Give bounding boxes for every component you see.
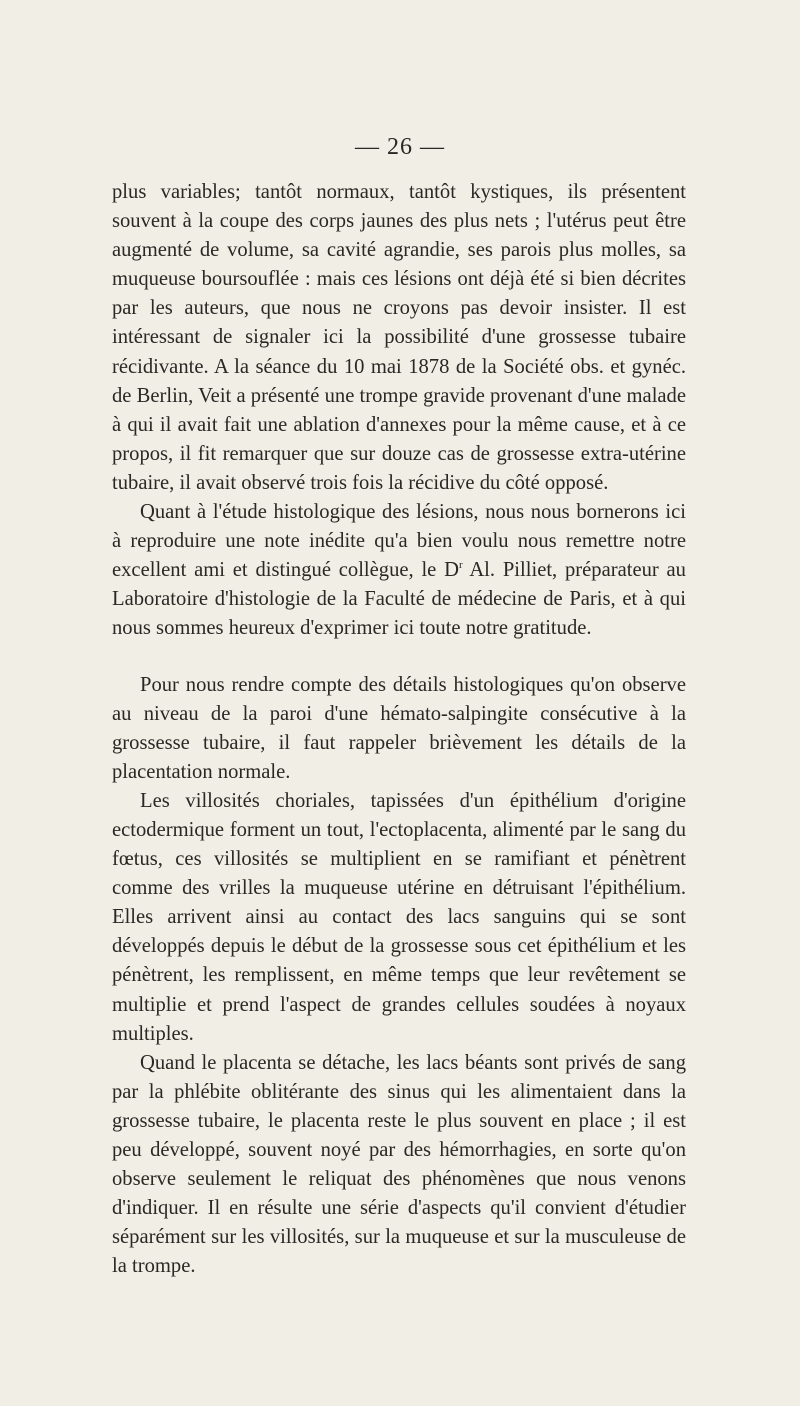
- paragraph-2-text: Quant à l'étude histologique des lésions, nous nous bornerons ici à reproduire une note inédite qu'a bien voulu nous remettre notre excellent ami et distingué collègue, le D: [112, 501, 686, 582]
- body-text: [112, 178, 686, 1281]
- paragraph-5: Quand le placenta se détache, les lacs béants sont privés de sang par la phlébite oblitérante des sinus qui les alimentaient dans la grossesse tubaire, le placenta reste le plus souvent en place ; il est peu développé, souvent noyé par des hémorrhagies, en sorte qu'on observe seulement le reliquat des phénomènes que nous venons d'indiquer. Il en résulte une série d'aspects qu'il convient d'étudier séparément sur les villosités, sur la muqueuse et sur la musculeuse de la trompe.: [112, 1051, 686, 1278]
- paragraph-2-text-rest: Al. Pilliet, préparateur au Laboratoire d'histologie de la Faculté de médecine de Paris, et à qui nous sommes heureux d'exprimer ici toute notre gratitude.: [112, 559, 686, 640]
- paragraph-4: Les villosités choriales, tapissées d'un épithélium d'origine ectodermique forment un tout, l'ectoplacenta, alimenté par le sang du fœtus, ces villosités se multiplient en se ramifiant et pénètrent comme des vrilles la muqueuse utérine en détruisant l'épithélium. Elles arrivent ainsi au contact des lacs sanguins qui se sont développés depuis le début de la grossesse sous cet épithélium et les pénètrent, les remplissent, en même temps que leur revêtement se multiplie et prend l'aspect de grandes cellules soudées à noyaux multiples.: [112, 789, 686, 1045]
- paragraph-2-superscript: r: [458, 559, 463, 572]
- paragraph-3: Pour nous rendre compte des détails histologiques qu'on observe au niveau de la paroi d'une hémato-salpingite consécutive à la grossesse tubaire, il faut rappeler brièvement les détails de la placentation normale.: [112, 673, 686, 783]
- paragraph-1: plus variables; tantôt normaux, tantôt kystiques, ils présentent souvent à la coupe des corps jaunes des plus nets ; l'utérus peut être augmenté de volume, sa cavité agrandie, ses parois plus molles, sa muqueuse boursouflée : mais ces lésions ont déjà été si bien décrites par les auteurs, que nous ne croyons pas devoir insister. Il est intéressant de signaler ici la possibilité d'une grossesse tubaire récidivante. A la séance du 10 mai 1878 de la Société obs. et gynéc. de Berlin, Veit a présenté une trompe gravide provenant d'une malade à qui il avait fait une ablation d'annexes pour la même cause, et à ce propos, il fit remarquer que sur douze cas de grossesse extra-utérine tubaire, il avait observé trois fois la récidive du côté opposé.: [112, 181, 686, 494]
- page-number: — 26 —: [355, 134, 445, 160]
- paragraph-2: [112, 498, 686, 643]
